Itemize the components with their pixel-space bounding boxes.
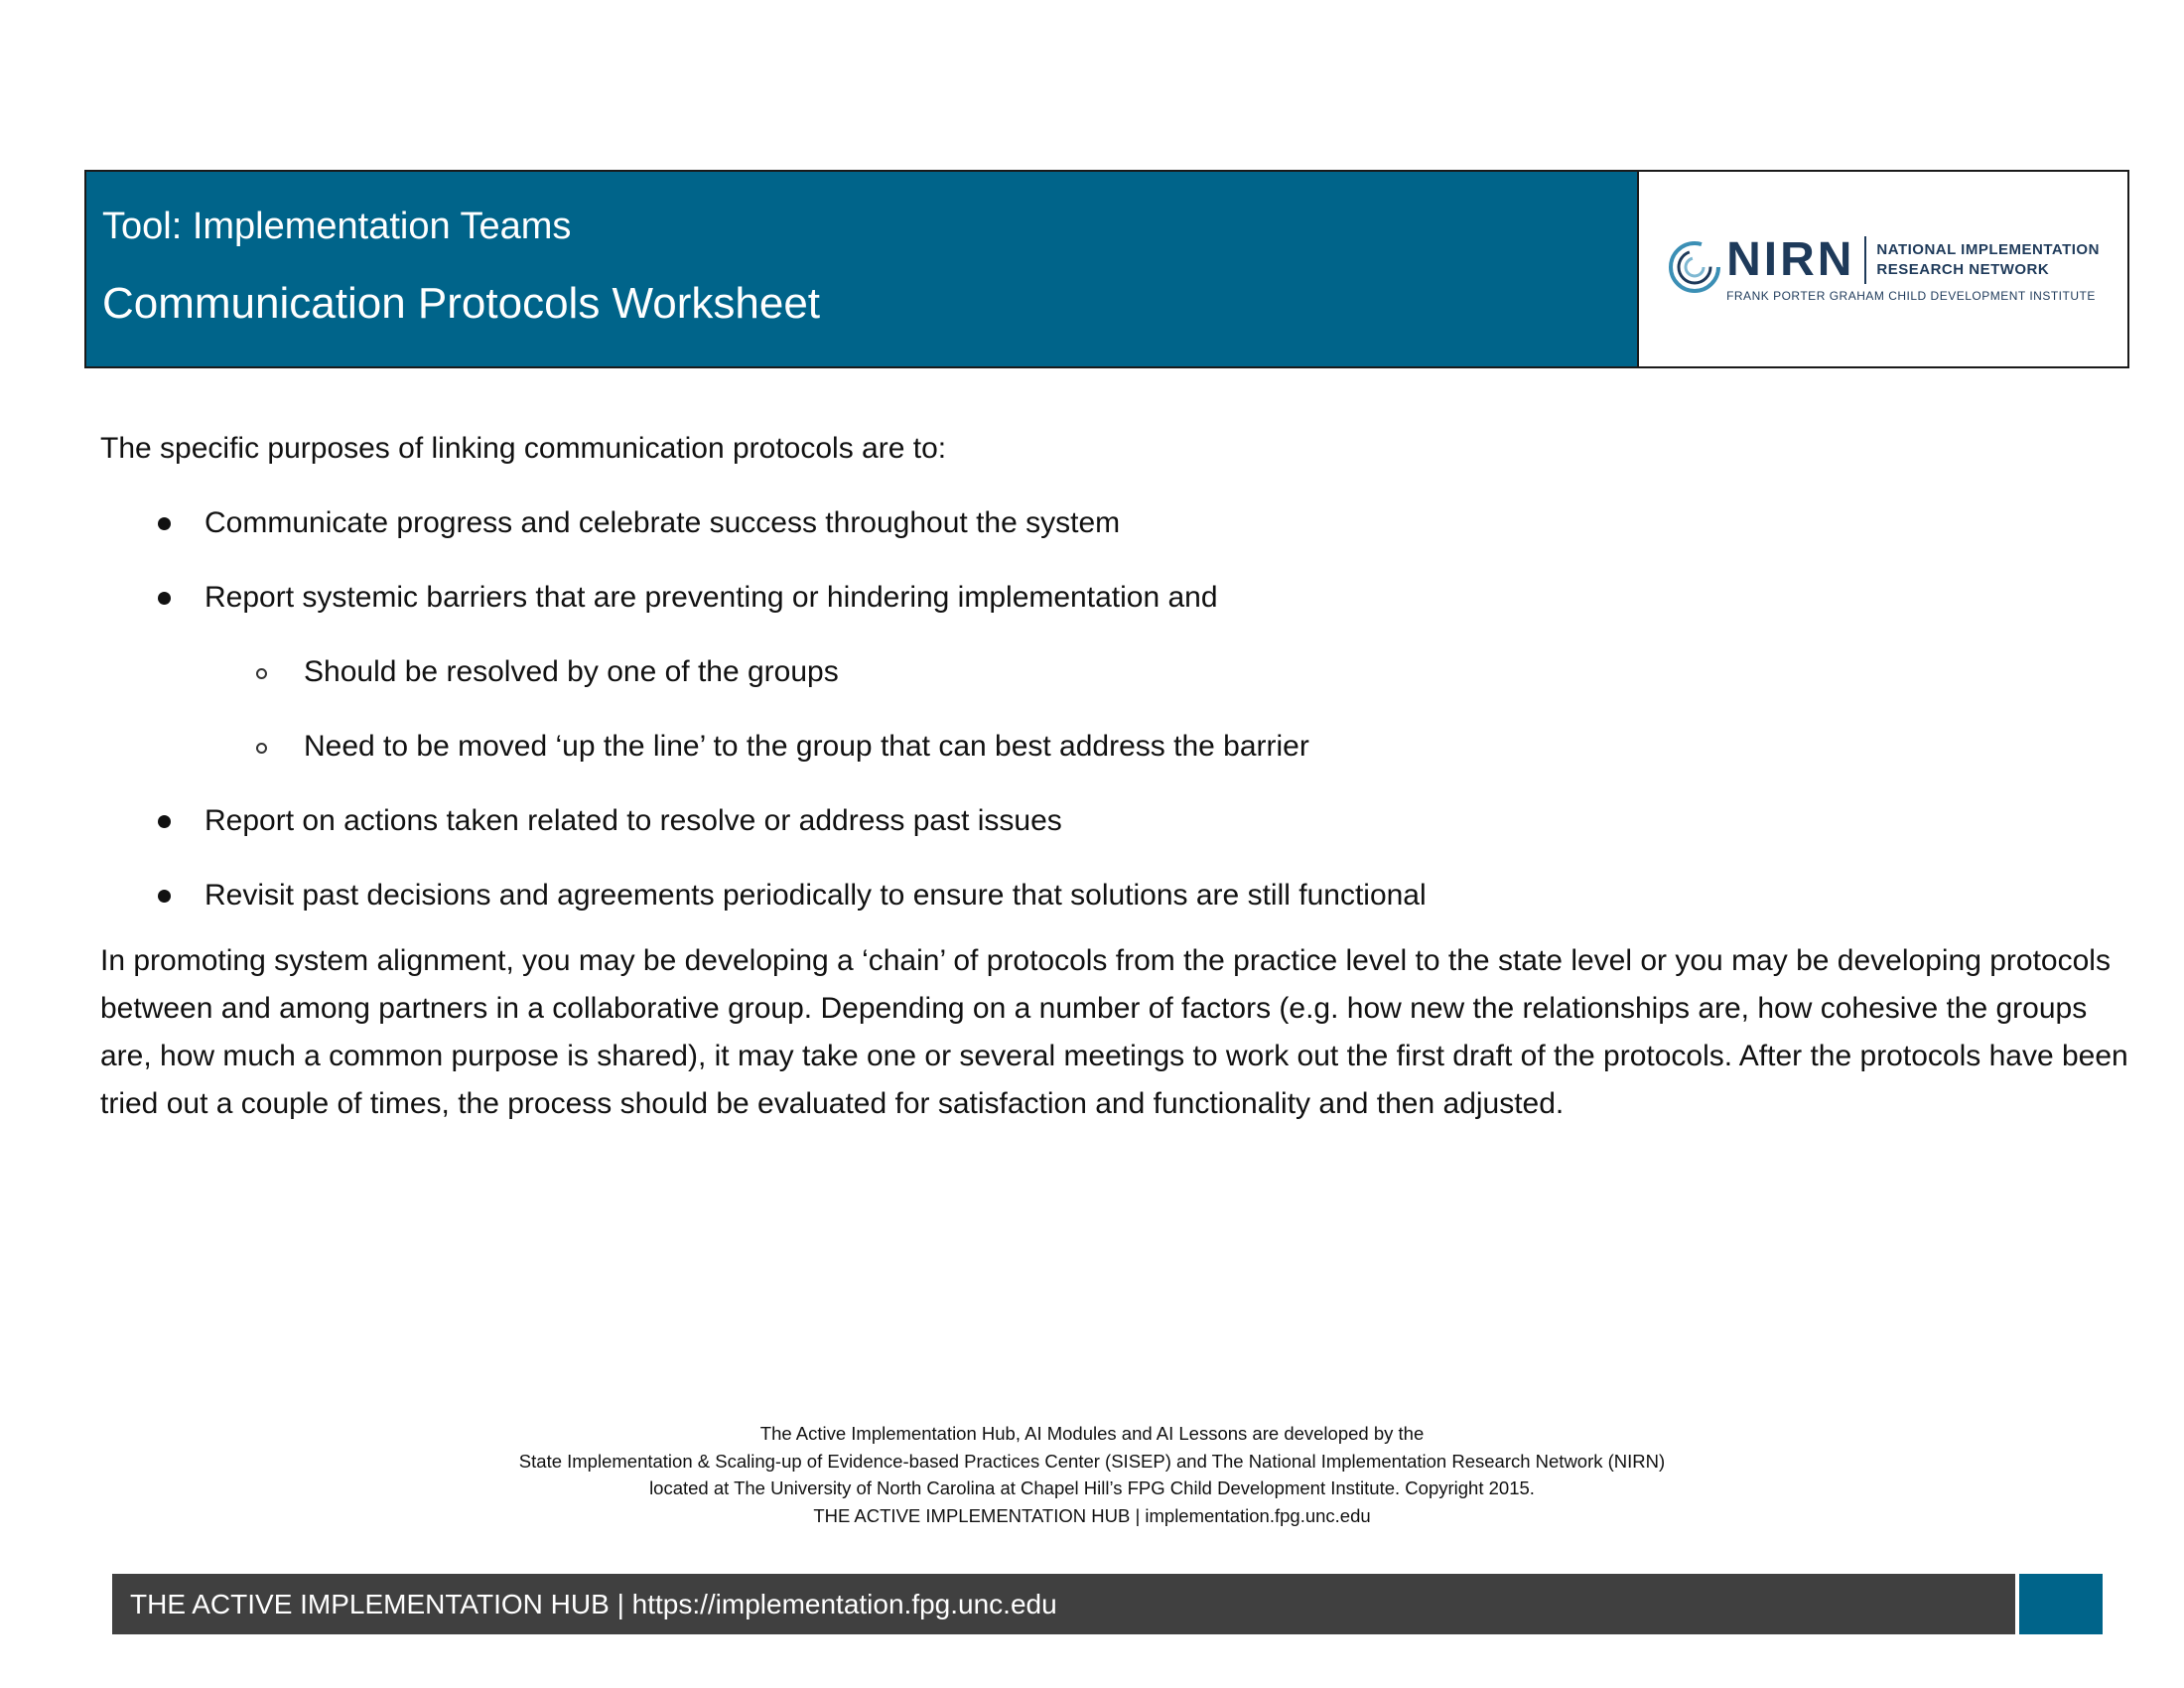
footer-bar [112,1574,2015,1634]
logo-row [1726,235,2100,285]
logo-block [1637,172,2127,366]
credits-line-1: The Active Implementation Hub, AI Modules and AI Lessons are developed by the [759,1423,1425,1444]
list-item [100,801,2135,841]
sub-list-item-text: Should be resolved by one of the groups [304,655,839,688]
header-banner [84,170,2129,368]
logo-institute: FRANK PORTER GRAHAM CHILD DEVELOPMENT INSTITUTE [1726,289,2096,303]
logo-subtitle-line2: RESEARCH NETWORK [1876,261,2050,278]
sub-list-item [100,652,2135,692]
list-item-text: Communicate progress and celebrate success throughout the system [205,506,1121,539]
header-title-block [86,172,1637,366]
tool-label: Tool: Implementation Teams [102,206,572,247]
sub-list-item-text: Need to be moved ‘up the line’ to the group that can best address the barrier [304,730,1309,763]
page-title: Communication Protocols Worksheet [102,279,821,328]
credits-line-4: THE ACTIVE IMPLEMENTATION HUB | implementation.fpg.unc.edu [813,1504,1371,1526]
credits-block [0,1420,2184,1529]
sub-list-item [100,727,2135,767]
credits-line-2: State Implementation & Scaling-up of Evidence-based Practices Center (SISEP) and The National Implementation Research Network (NIRN) [518,1450,1666,1472]
hollow-bullet-icon [256,668,267,679]
list-item [100,578,2135,618]
purpose-list [100,503,2135,915]
credits-line-3: located at The University of North Carolina at Chapel Hill’s FPG Child Development Institute. Copyright 2015. [649,1477,1535,1498]
nirn-logo [1667,235,2100,303]
main-content [100,429,2135,1128]
bullet-icon [158,517,171,530]
logo-subtitle-line1: NATIONAL IMPLEMENTATION [1876,241,2100,258]
bullet-icon [158,815,171,828]
logo-wordmark: NIRN [1726,233,1855,286]
list-item-text: Revisit past decisions and agreements periodically to ensure that solutions are still functional [205,879,1427,912]
body-paragraph: In promoting system alignment, you may be developing a ‘chain’ of protocols from the practice level to the state level or you may be developing protocols between and among partners in a collaborative group. Depending on a number of factors (e.g. how new the relationships are, how cohesive the groups are, how much a common purpose is shared), it may take one or several meetings to work out the first draft of the protocols. After the protocols have been tried out a couple of times, the process should be evaluated for satisfaction and functionality and then adjusted. [100,944,2128,1120]
intro-text: The specific purposes of linking communication protocols are to: [100,432,947,465]
nirn-circle-logo-icon [1667,239,1722,300]
logo-divider [1864,236,1866,284]
list-item-text: Report on actions taken related to resolve or address past issues [205,804,1062,837]
list-item-text: Report systemic barriers that are preventing or hindering implementation and [205,581,1218,614]
footer-text: THE ACTIVE IMPLEMENTATION HUB | https://implementation.fpg.unc.edu [130,1589,1057,1619]
logo-text [1726,235,2100,303]
bullet-icon [158,592,171,605]
list-item [100,503,2135,543]
list-item [100,876,2135,915]
logo-subtitle [1876,240,2100,280]
hollow-bullet-icon [256,743,267,754]
footer-accent [2019,1574,2103,1634]
bullet-icon [158,890,171,903]
